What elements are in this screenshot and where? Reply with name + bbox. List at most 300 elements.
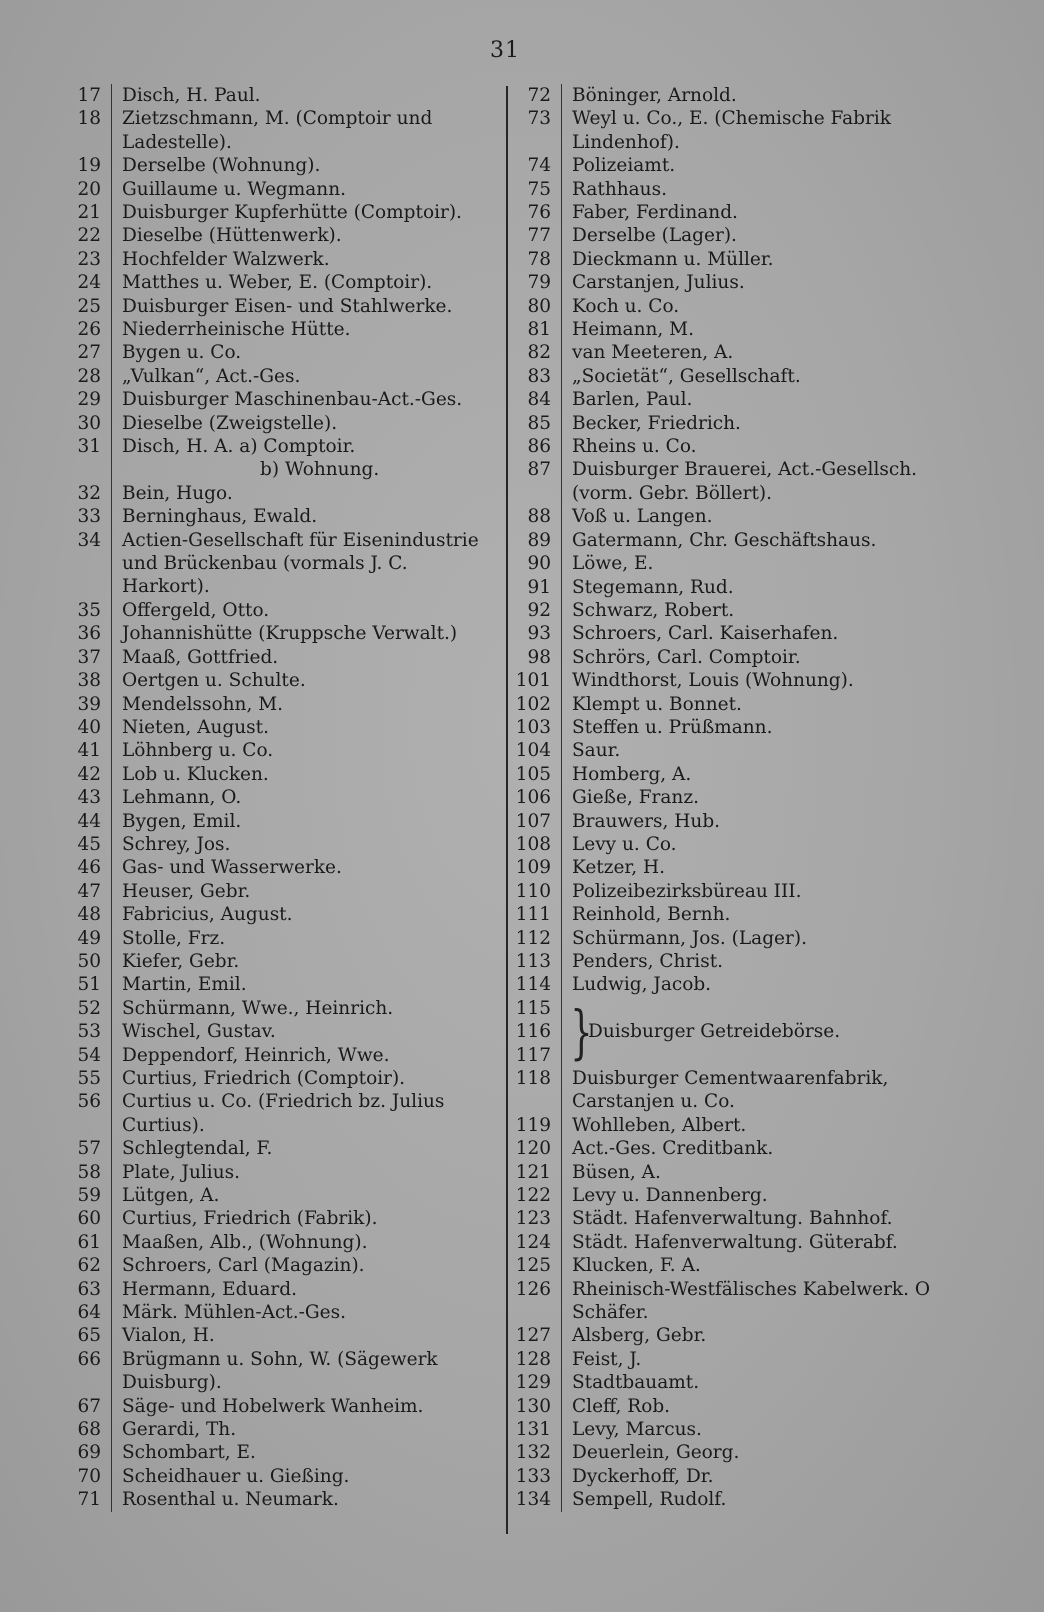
entry-name xyxy=(112,271,504,294)
entry-name xyxy=(562,576,950,599)
right-column xyxy=(510,84,950,1512)
entry-number: 118 xyxy=(510,1067,562,1114)
entry-name-line: Alsberg, Gebr. xyxy=(572,1325,707,1347)
entry-name-line: Carstanjen u. Co. xyxy=(572,1091,735,1113)
entry-name-line: Mendelssohn, M. xyxy=(122,693,284,715)
entry-name xyxy=(562,880,950,903)
entry-number: 111 xyxy=(510,903,562,926)
directory-entry xyxy=(64,669,504,692)
entry-name-line: Gas- und Wasserwerke. xyxy=(122,857,342,879)
entry-name xyxy=(562,435,950,458)
entry-name xyxy=(112,295,504,318)
entry-name xyxy=(562,178,950,201)
entry-number: 125 xyxy=(510,1254,562,1277)
entry-name-line: Kiefer, Gebr. xyxy=(122,950,240,972)
entry-number: 123 xyxy=(510,1207,562,1230)
directory-entry xyxy=(510,1488,950,1511)
entry-name xyxy=(112,950,504,973)
directory-entry xyxy=(64,224,504,247)
entry-name-line: Koch u. Co. xyxy=(572,295,680,317)
entry-number: 80 xyxy=(510,295,562,318)
directory-entry xyxy=(510,107,950,154)
entry-name-line: Ketzer, H. xyxy=(572,857,665,879)
directory-entry xyxy=(64,880,504,903)
entry-name-line: Säge- und Hobelwerk Wanheim. xyxy=(122,1395,424,1417)
entry-number: 93 xyxy=(510,622,562,645)
directory-entry xyxy=(64,107,504,154)
entry-name-line: Lob u. Klucken. xyxy=(122,763,269,785)
entry-name-line: Offergeld, Otto. xyxy=(122,599,270,621)
entry-number: 89 xyxy=(510,529,562,552)
entry-number: 25 xyxy=(64,295,112,318)
entry-name-line: Dieckmann u. Müller. xyxy=(572,248,774,270)
directory-entry xyxy=(64,622,504,645)
entry-name xyxy=(112,529,504,599)
entry-number: 88 xyxy=(510,505,562,528)
directory-entry xyxy=(64,1395,504,1418)
directory-entry xyxy=(510,856,950,879)
entry-number: 30 xyxy=(64,412,112,435)
entry-name xyxy=(112,1465,504,1488)
entry-name-line: Klempt u. Bonnet. xyxy=(572,693,742,715)
entry-name xyxy=(112,927,504,950)
entry-number: 134 xyxy=(510,1488,562,1511)
directory-entry xyxy=(510,786,950,809)
directory-entry xyxy=(510,1418,950,1441)
entry-name-line: Curtius). xyxy=(122,1114,205,1136)
directory-entry xyxy=(64,388,504,411)
directory-entry xyxy=(64,1067,504,1090)
entry-name xyxy=(112,880,504,903)
entry-name-line: Saur. xyxy=(572,740,621,762)
entry-name-line: Schäfer. xyxy=(572,1302,649,1324)
directory-entry xyxy=(64,412,504,435)
entry-name-line: Actien-Gesellschaft für Eisenindustrie xyxy=(122,529,479,551)
directory-entry xyxy=(510,1395,950,1418)
entry-name-line: Becker, Friedrich. xyxy=(572,412,741,434)
entry-number: 108 xyxy=(510,833,562,856)
entry-name-line: Feist, J. xyxy=(572,1348,642,1370)
entry-name xyxy=(562,810,950,833)
directory-entry xyxy=(64,1278,504,1301)
entry-name xyxy=(112,716,504,739)
entry-number: 91 xyxy=(510,576,562,599)
entry-name xyxy=(112,435,504,482)
directory-entry xyxy=(64,786,504,809)
entry-number: 116 xyxy=(510,1020,562,1043)
entry-number: 61 xyxy=(64,1231,112,1254)
directory-entry xyxy=(510,1324,950,1347)
entry-number: 57 xyxy=(64,1137,112,1160)
entry-number: 60 xyxy=(64,1207,112,1230)
entry-name-line: Derselbe (Wohnung). xyxy=(122,155,321,177)
entry-number: 73 xyxy=(510,107,562,154)
entry-name xyxy=(562,693,950,716)
directory-entry xyxy=(64,1254,504,1277)
entry-number: 68 xyxy=(64,1418,112,1441)
directory-entry xyxy=(64,1465,504,1488)
entry-name-line: Klucken, F. A. xyxy=(572,1255,701,1277)
directory-entry xyxy=(510,622,950,645)
left-column xyxy=(64,84,504,1512)
directory-entry xyxy=(64,201,504,224)
entry-name-line: Rosenthal u. Neumark. xyxy=(122,1489,339,1511)
entry-name xyxy=(562,412,950,435)
entry-number: 129 xyxy=(510,1371,562,1394)
directory-entry xyxy=(510,318,950,341)
entry-number: 69 xyxy=(64,1441,112,1464)
entry-number: 65 xyxy=(64,1324,112,1347)
entry-name-line: Nieten, August. xyxy=(122,716,269,738)
entry-name-line: Schrörs, Carl. Comptoir. xyxy=(572,646,801,668)
entry-name-line: Zietzschmann, M. (Comptoir und xyxy=(122,108,433,130)
entry-name xyxy=(562,599,950,622)
entry-name-line: Disch, H. A. a) Comptoir. xyxy=(122,436,356,458)
entry-name xyxy=(112,341,504,364)
entry-number: 67 xyxy=(64,1395,112,1418)
entry-name-line: Schrey, Jos. xyxy=(122,833,231,855)
entry-name xyxy=(562,84,950,107)
directory-entry xyxy=(510,1441,950,1464)
entry-number: 130 xyxy=(510,1395,562,1418)
entry-name xyxy=(112,154,504,177)
entry-name-line: Dieselbe (Zweigstelle). xyxy=(122,412,338,434)
entry-name-line: Berninghaus, Ewald. xyxy=(122,506,318,528)
entry-name-line: Voß u. Langen. xyxy=(572,506,713,528)
directory-entry xyxy=(64,1207,504,1230)
entry-name-line: Bygen, Emil. xyxy=(122,810,242,832)
entry-number: 81 xyxy=(510,318,562,341)
entry-name xyxy=(112,1418,504,1441)
entry-number: 22 xyxy=(64,224,112,247)
entry-number: 63 xyxy=(64,1278,112,1301)
entry-name-line: Ladestelle). xyxy=(122,131,232,153)
entry-name-line: Büsen, A. xyxy=(572,1161,661,1183)
directory-entry xyxy=(510,529,950,552)
entry-name xyxy=(562,271,950,294)
entry-name xyxy=(112,224,504,247)
entry-name-line: Ludwig, Jacob. xyxy=(572,974,712,996)
entry-name-line: Deppendorf, Heinrich, Wwe. xyxy=(122,1044,390,1066)
entry-name-line: Böninger, Arnold. xyxy=(572,85,737,106)
entry-name xyxy=(112,786,504,809)
entry-name xyxy=(562,973,950,996)
entry-name xyxy=(112,622,504,645)
directory-entry xyxy=(510,388,950,411)
entry-name-line: Lehmann, O. xyxy=(122,787,242,809)
entry-number: 71 xyxy=(64,1488,112,1511)
directory-entry xyxy=(510,365,950,388)
entry-name-line: Schwarz, Robert. xyxy=(572,599,735,621)
entry-number: 72 xyxy=(510,84,562,107)
entry-name xyxy=(112,903,504,926)
entry-name xyxy=(112,599,504,622)
entry-name-line: Gieße, Franz. xyxy=(572,787,699,809)
entry-number: 54 xyxy=(64,1044,112,1067)
entry-number: 37 xyxy=(64,646,112,669)
entry-name-line: und Brückenbau (vormals J. C. xyxy=(122,553,408,575)
entry-name xyxy=(112,1161,504,1184)
entry-number: 40 xyxy=(64,716,112,739)
entry-name xyxy=(562,1278,950,1325)
entry-name-line: Schürmann, Wwe., Heinrich. xyxy=(122,997,394,1019)
entry-name-line: Schombart, E. xyxy=(122,1442,256,1464)
directory-entry xyxy=(64,505,504,528)
entry-name xyxy=(562,1395,950,1418)
entry-number: 127 xyxy=(510,1324,562,1347)
entry-name-line: Faber, Ferdinand. xyxy=(572,202,738,224)
entry-name-line: Cleff, Rob. xyxy=(572,1395,671,1417)
directory-entry xyxy=(64,1137,504,1160)
entry-number: 36 xyxy=(64,622,112,645)
entry-number: 77 xyxy=(510,224,562,247)
entry-name xyxy=(112,1137,504,1160)
entry-number: 119 xyxy=(510,1114,562,1137)
directory-entry xyxy=(510,1137,950,1160)
entry-name xyxy=(562,1465,950,1488)
entry-name-line: Maaßen, Alb., (Wohnung). xyxy=(122,1231,368,1253)
entry-name xyxy=(562,856,950,879)
entry-name-line: Curtius, Friedrich (Comptoir). xyxy=(122,1068,406,1089)
entry-name xyxy=(112,1090,504,1137)
entry-name xyxy=(112,178,504,201)
entry-name xyxy=(112,318,504,341)
entry-name xyxy=(112,1441,504,1464)
directory-entry xyxy=(510,1254,950,1277)
entry-number: 45 xyxy=(64,833,112,856)
entry-name xyxy=(112,1301,504,1324)
directory-entry xyxy=(64,248,504,271)
directory-entry xyxy=(64,84,504,107)
entry-name-line: Vialon, H. xyxy=(122,1325,215,1347)
directory-entry xyxy=(64,810,504,833)
entry-name-line: Weyl u. Co., E. (Chemische Fabrik xyxy=(572,108,891,130)
entry-name xyxy=(562,1324,950,1347)
entry-number: 46 xyxy=(64,856,112,879)
entry-name-line: Penders, Christ. xyxy=(572,951,724,972)
directory-entry xyxy=(510,412,950,435)
entry-name xyxy=(112,693,504,716)
entry-name xyxy=(562,1067,950,1114)
directory-entry xyxy=(510,716,950,739)
entry-name-line: Märk. Mühlen-Act.-Ges. xyxy=(122,1302,346,1324)
entry-name-line: b) Wohnung. xyxy=(260,459,380,481)
entry-name-line: Homberg, A. xyxy=(572,763,692,785)
entry-number: 120 xyxy=(510,1137,562,1160)
entry-name xyxy=(562,786,950,809)
directory-entry xyxy=(510,248,950,271)
entry-number: 28 xyxy=(64,365,112,388)
entry-name-line: Duisburger Kupferhütte (Comptoir). xyxy=(122,202,462,224)
entry-number: 62 xyxy=(64,1254,112,1277)
directory-entry xyxy=(510,576,950,599)
directory-entry xyxy=(64,1418,504,1441)
entry-number: 110 xyxy=(510,880,562,903)
directory-entry xyxy=(64,599,504,622)
entry-name xyxy=(562,903,950,926)
entry-name xyxy=(112,1324,504,1347)
entry-name-line: Barlen, Paul. xyxy=(572,389,693,411)
entry-name xyxy=(562,1418,950,1441)
directory-entry xyxy=(64,646,504,669)
entry-name-line: Duisburg). xyxy=(122,1372,222,1394)
entry-name xyxy=(562,1137,950,1160)
entry-name-line: Polizeibezirksbüreau III. xyxy=(572,880,802,902)
entry-name xyxy=(562,739,950,762)
directory-entry xyxy=(64,833,504,856)
entry-name xyxy=(562,318,950,341)
entry-number: 42 xyxy=(64,763,112,786)
entry-name-line: Bein, Hugo. xyxy=(122,482,233,504)
entry-name xyxy=(112,1184,504,1207)
entry-name xyxy=(112,107,504,154)
directory-entry xyxy=(64,435,504,482)
directory-entry xyxy=(510,880,950,903)
entry-number: 86 xyxy=(510,435,562,458)
entry-name-line: Hermann, Eduard. xyxy=(122,1278,297,1300)
directory-entry xyxy=(510,1348,950,1371)
entry-name xyxy=(562,365,950,388)
entry-number: 132 xyxy=(510,1441,562,1464)
entry-number: 64 xyxy=(64,1301,112,1324)
entry-name xyxy=(112,1395,504,1418)
directory-entry xyxy=(510,458,950,505)
directory-entry xyxy=(510,973,950,996)
entry-number: 38 xyxy=(64,669,112,692)
entry-name-line: Guillaume u. Wegmann. xyxy=(122,178,347,200)
directory-entry xyxy=(510,693,950,716)
directory-entry xyxy=(64,318,504,341)
entry-name-line: Städt. Hafenverwaltung. Güterabf. xyxy=(572,1231,898,1253)
entry-number: 47 xyxy=(64,880,112,903)
entry-name xyxy=(112,810,504,833)
entry-number: 56 xyxy=(64,1090,112,1137)
entry-number: 78 xyxy=(510,248,562,271)
entry-number: 87 xyxy=(510,458,562,505)
directory-entry xyxy=(510,224,950,247)
entry-name-line: Schroers, Carl (Magazin). xyxy=(122,1255,365,1277)
entry-number: 35 xyxy=(64,599,112,622)
directory-entry xyxy=(510,84,950,107)
entry-number: 103 xyxy=(510,716,562,739)
entry-name xyxy=(112,248,504,271)
entry-name-line: Gatermann, Chr. Geschäftshaus. xyxy=(572,529,877,551)
directory-entry xyxy=(510,599,950,622)
entry-number: 17 xyxy=(64,84,112,107)
entry-name-line: Curtius u. Co. (Friedrich bz. Julius xyxy=(122,1091,445,1113)
directory-entry xyxy=(64,1441,504,1464)
entry-name-line: Martin, Emil. xyxy=(122,974,247,996)
entry-name-line: Levy u. Dannenberg. xyxy=(572,1185,768,1206)
entry-name xyxy=(562,763,950,786)
entry-number: 112 xyxy=(510,927,562,950)
entry-number: 52 xyxy=(64,997,112,1020)
entry-number: 102 xyxy=(510,693,562,716)
entry-name-line: Steffen u. Prüßmann. xyxy=(572,716,773,738)
entry-name xyxy=(112,1207,504,1230)
entry-name xyxy=(562,1114,950,1137)
directory-entry xyxy=(64,997,504,1020)
entry-number: 79 xyxy=(510,271,562,294)
entry-number: 70 xyxy=(64,1465,112,1488)
entry-number: 50 xyxy=(64,950,112,973)
entry-name-line: Dyckerhoff, Dr. xyxy=(572,1465,714,1487)
entry-number: 83 xyxy=(510,365,562,388)
directory-entry xyxy=(510,341,950,364)
entry-name-line: Curtius, Friedrich (Fabrik). xyxy=(122,1208,378,1230)
entry-name xyxy=(562,950,950,973)
entry-name xyxy=(562,716,950,739)
entry-name-line: Lindenhof). xyxy=(572,131,680,153)
entry-name xyxy=(562,1441,950,1464)
entry-number: 113 xyxy=(510,950,562,973)
directory-entry xyxy=(510,295,950,318)
entry-number: 20 xyxy=(64,178,112,201)
directory-entry xyxy=(510,1207,950,1230)
entry-name-line: Brügmann u. Sohn, W. (Sägewerk xyxy=(122,1348,438,1370)
entry-name-line: Disch, H. Paul. xyxy=(122,85,261,106)
entry-name xyxy=(562,154,950,177)
entry-name xyxy=(112,646,504,669)
entry-number: 58 xyxy=(64,1161,112,1184)
directory-entry xyxy=(64,482,504,505)
entry-name-line: Heuser, Gebr. xyxy=(122,880,251,902)
entry-number: 109 xyxy=(510,856,562,879)
entry-name-line: Heimann, M. xyxy=(572,319,694,341)
entry-number: 82 xyxy=(510,341,562,364)
entry-name-line: Windthorst, Louis (Wohnung). xyxy=(572,670,854,692)
entry-name xyxy=(112,365,504,388)
entry-number: 133 xyxy=(510,1465,562,1488)
entry-number: 90 xyxy=(510,552,562,575)
directory-entry xyxy=(64,856,504,879)
entry-name-line: Rheinisch-Westfälisches Kabelwerk. O xyxy=(572,1278,931,1300)
entry-name xyxy=(112,763,504,786)
entry-name xyxy=(112,388,504,411)
entry-name xyxy=(562,107,950,154)
entry-name-line: Stadtbauamt. xyxy=(572,1372,700,1394)
brace-group-entry xyxy=(510,997,950,1067)
entry-number: 126 xyxy=(510,1278,562,1325)
entry-number: 101 xyxy=(510,669,562,692)
entry-name-line: van Meeteren, A. xyxy=(572,342,734,364)
entry-name xyxy=(562,224,950,247)
directory-entry xyxy=(510,1231,950,1254)
entry-name-line: Duisburger Maschinenbau-Act.-Ges. xyxy=(122,389,463,411)
column-divider xyxy=(506,86,508,1534)
directory-entry xyxy=(510,1114,950,1137)
entry-name xyxy=(562,1371,950,1394)
entry-name xyxy=(112,1278,504,1301)
entry-name-line: Bygen u. Co. xyxy=(122,342,242,364)
entry-name-line: Wischel, Gustav. xyxy=(122,1021,276,1043)
entry-number: 131 xyxy=(510,1418,562,1441)
directory-entry xyxy=(64,1488,504,1511)
entry-name-line: Harkort). xyxy=(122,576,210,598)
entry-name-line: Sempell, Rudolf. xyxy=(572,1489,727,1511)
entry-name xyxy=(562,669,950,692)
entry-name-line: Scheidhauer u. Gießing. xyxy=(122,1465,350,1487)
directory-entry xyxy=(510,1278,950,1325)
entry-number: 105 xyxy=(510,763,562,786)
directory-entry xyxy=(510,552,950,575)
entry-number: 48 xyxy=(64,903,112,926)
entry-number: 76 xyxy=(510,201,562,224)
entry-name-line: Deuerlein, Georg. xyxy=(572,1442,740,1464)
entry-name xyxy=(112,1020,504,1043)
entry-number: 117 xyxy=(510,1044,562,1067)
directory-entry xyxy=(64,271,504,294)
